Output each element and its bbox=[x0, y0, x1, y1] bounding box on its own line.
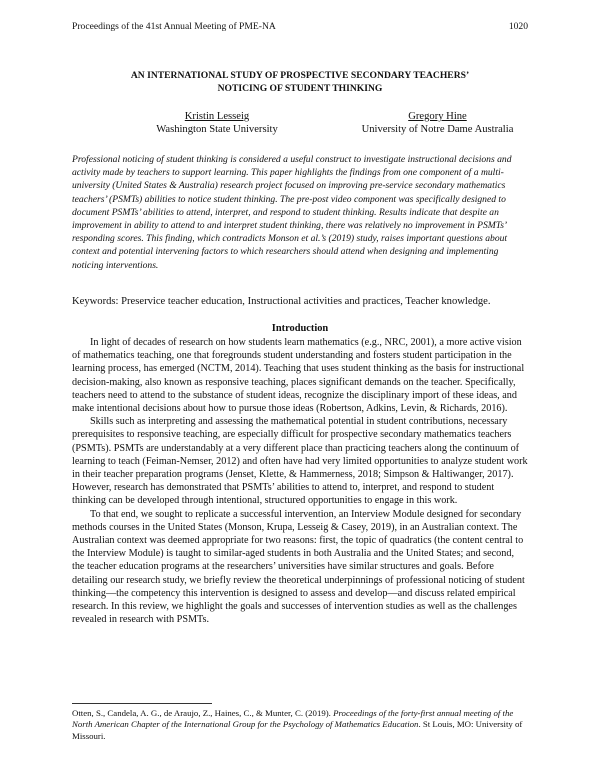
footnote-publisher: . St Louis, MO: University of Missouri. bbox=[72, 719, 523, 741]
title-line-2: NOTICING OF STUDENT THINKING bbox=[217, 83, 383, 94]
paragraph: To that end, we sought to replicate a successful intervention, an Interview Module designed for secondary methods courses in the United States (Monson, Krupa, Lesseig & Casey, 2019), in an Australian context. The Australian context was deemed appropriate for two reasons: first, the topic of quadratics (the content central to the Interview Module) is taught to similar-aged students in both Australia and the United States; and second, the teacher education programs at the researchers’ universities have similar structures and goals. Before detailing our research study, we briefly review the theoretical underpinnings of professional noticing of student thinking—the competency this intervention is designed to assess and develop—and discuss related empirical research. In this review, we highlight the goals and successes of intervention studies as well as the challenges revealed in research with PSMTs. bbox=[72, 508, 525, 626]
author-2-affiliation: University of Notre Dame Australia bbox=[361, 124, 514, 135]
footnote-authors: Otten, S., Candela, A. G., de Araujo, Z., Haines, C., & Munter, C. (2019). bbox=[72, 708, 334, 718]
author-1-affiliation: Washington State University bbox=[156, 124, 278, 135]
author-block bbox=[72, 110, 528, 136]
section-heading-introduction: Introduction bbox=[271, 323, 329, 334]
running-header bbox=[72, 21, 528, 32]
title-line-1: AN INTERNATIONAL STUDY OF PROSPECTIVE SECONDARY TEACHERS’ bbox=[130, 70, 470, 81]
author-1-name: Kristin Lesseig bbox=[184, 111, 250, 122]
abstract: Professional noticing of student thinking is considered a useful construct to investigate instructional decisions and activity made by teachers to support learning. This paper highlights the findings from one component of a multi-university (United States & Australia) research project focused on improving pre-service secondary mathematics teachers’ (PSMTs) abilities to notice student thinking. The pre-post video component was specifically designed to document PSMTs’ abilities to attend, interpret, and respond to student thinking. Results indicate that despite an improvement in ability to attend to and interpret student thinking, there was relatively no improvement in PSMTs’ responding scores. This finding, which contradicts Monson et al.’s (2019) study, raises important questions about context and potential intervening factors to which researchers should attend when designing and implementing noticing interventions. bbox=[72, 154, 512, 271]
proceedings-title: Proceedings of the 41st Annual Meeting of PME-NA bbox=[72, 21, 276, 32]
paper-title bbox=[60, 69, 540, 95]
paragraph: In light of decades of research on how students learn mathematics (e.g., NRC, 2001), a more active vision of mathematics teaching, one that foregrounds student understanding and fosters student participation in the learning process, has emerged (NCTM, 2014). Teaching that uses student thinking as the basis for instructional decision-making, also known as responsive teaching, places significant demands on the teacher. Specifically, teachers need to attend to the substance of student ideas, recognize the disciplinary import of these ideas, and make intentional decisions about how to pursue those ideas (Robertson, Adkins, Levin, & Richards, 2016). bbox=[72, 337, 525, 415]
keywords: Keywords: Preservice teacher education, Instructional activities and practices, Teacher knowledge. bbox=[72, 296, 491, 307]
author-2-name: Gregory Hine bbox=[408, 111, 467, 122]
author-1 bbox=[107, 110, 327, 136]
footnote-proceedings-title: Proceedings of the forty-first annual meeting of the North American Chapter of the International Group for the Psychology of Mathematics Education bbox=[72, 708, 514, 730]
paragraph: Skills such as interpreting and assessing the mathematical potential in student contributions, necessary prerequisites to responsive teaching, are especially difficult for prospective secondary mathematics teachers (PSMTs). PSMTs are understandably at a very different place than practicing teachers along the continuum of learning to teach (Feiman-Nemser, 2012) and often have had very limited opportunities to analyze student work in their teacher preparation programs (Jenset, Klette, & Hammerness, 2018; Simpson & Haltiwanger, 2017). However, research has demonstrated that PSMTs’ abilities to attend to, interpret, and respond to student thinking can be developed through intentional, structured opportunities to engage in this work. bbox=[72, 416, 528, 507]
page-number: 1020 bbox=[508, 21, 528, 32]
citation-footnote bbox=[72, 708, 528, 742]
introduction-body bbox=[72, 336, 528, 626]
author-2 bbox=[347, 110, 528, 136]
footnote-divider bbox=[72, 703, 212, 704]
